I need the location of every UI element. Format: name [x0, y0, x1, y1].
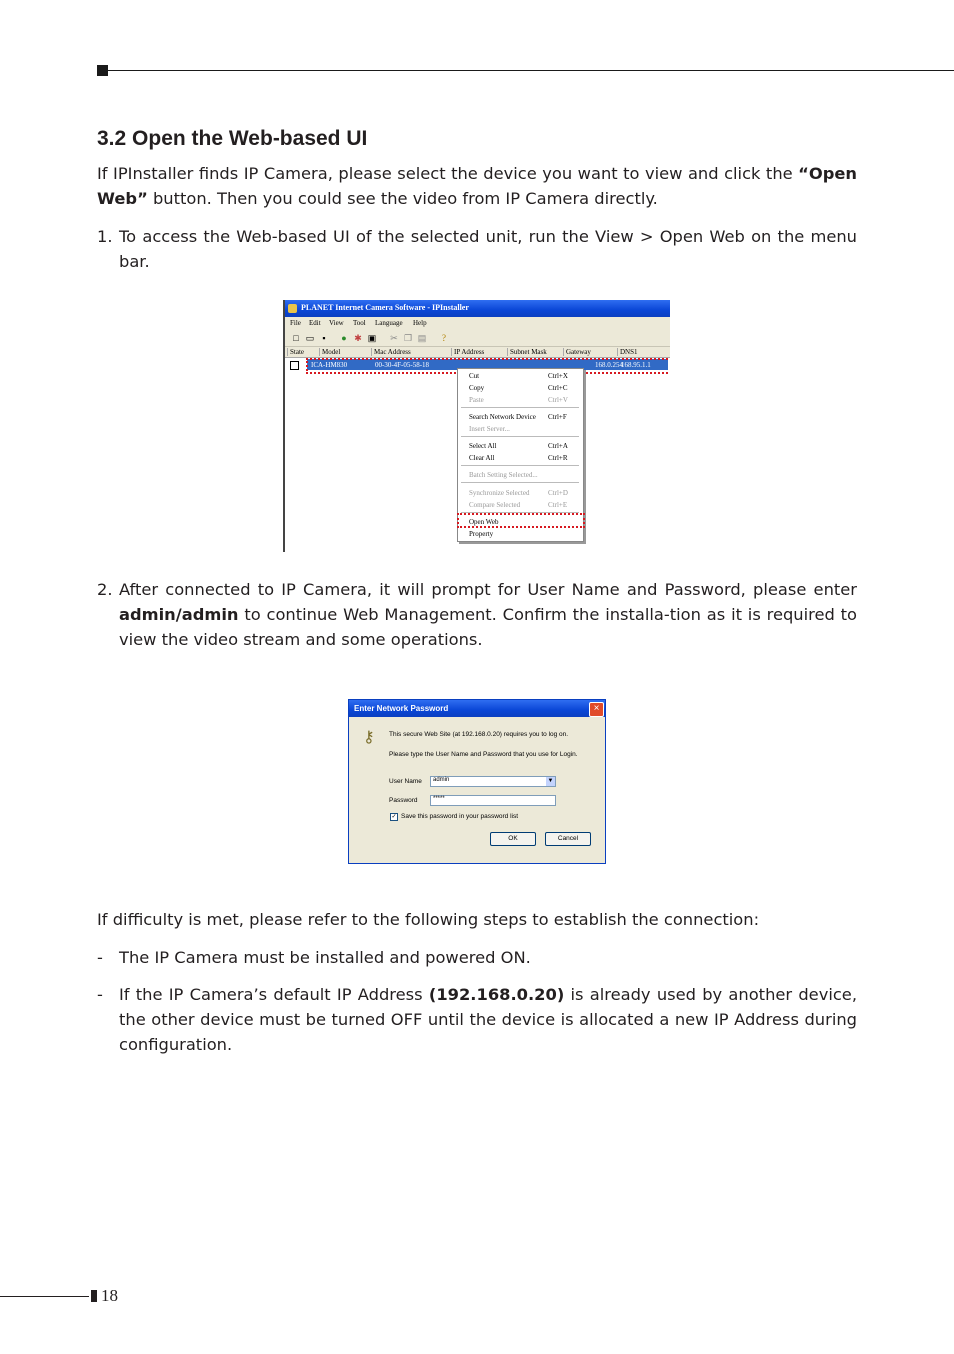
- save-password-label: Save this password in your password list: [401, 813, 519, 820]
- col-gateway[interactable]: Gateway: [563, 348, 591, 356]
- dialog-titlebar: [349, 700, 606, 717]
- save-password-checkbox[interactable]: ✓: [391, 814, 397, 820]
- menu-bar: [285, 317, 670, 330]
- ctx-paste-shortcut: Ctrl+V: [548, 396, 568, 404]
- dialog-instruction: Please type the User Name and Password that you use for Login.: [389, 751, 578, 758]
- col-state[interactable]: State: [287, 348, 304, 356]
- bullet-2: [97, 982, 857, 1057]
- section-heading: 3.2 Open the Web-based UI: [97, 127, 368, 150]
- row-checkbox[interactable]: [290, 361, 299, 370]
- ok-button[interactable]: OK: [490, 832, 536, 846]
- dialog-title: Enter Network Password: [354, 704, 449, 713]
- cell-gateway: 168.0.254: [595, 361, 623, 369]
- ipinstaller-screenshot: [283, 300, 670, 552]
- window-title: PLANET Internet Camera Software - IPInstaller: [301, 303, 469, 312]
- ctx-property[interactable]: Property: [469, 530, 494, 538]
- column-headers: [285, 347, 670, 358]
- ctx-copy-shortcut: Ctrl+C: [548, 384, 568, 392]
- ctx-compare-shortcut: Ctrl+E: [548, 501, 568, 509]
- menu-separator: [461, 407, 579, 408]
- settings-icon[interactable]: ✱: [354, 333, 362, 343]
- ctx-open-web[interactable]: Open Web: [469, 518, 499, 526]
- ctx-cut[interactable]: Cut: [469, 372, 480, 380]
- col-dns[interactable]: DNS1: [617, 348, 638, 356]
- paste-icon[interactable]: ▤: [417, 333, 427, 343]
- footer-marker: [91, 1290, 97, 1302]
- copy-icon[interactable]: ❐: [403, 333, 413, 343]
- ctx-batch-setting[interactable]: Batch Setting Selected...: [469, 471, 538, 479]
- open-web-emphasis: “Open Web”: [97, 164, 857, 208]
- ctx-search-network[interactable]: Search Network Device: [469, 413, 536, 421]
- close-icon[interactable]: ×: [589, 702, 604, 717]
- password-value: *****: [433, 796, 445, 802]
- cancel-button[interactable]: Cancel: [545, 832, 591, 846]
- step2-text: After connected to IP Camera, it will prompt for User Name and Password, please enter: [119, 580, 857, 599]
- footer-rule: [0, 1296, 89, 1297]
- col-ip[interactable]: IP Address: [451, 348, 484, 356]
- ctx-paste[interactable]: Paste: [469, 396, 484, 404]
- ctx-search-shortcut: Ctrl+F: [548, 413, 567, 421]
- cell-model: ICA-HM830: [311, 361, 348, 369]
- password-dialog-screenshot: [348, 699, 606, 864]
- step-number: 2.: [97, 580, 113, 599]
- ctx-copy[interactable]: Copy: [469, 384, 485, 392]
- refresh-icon[interactable]: ●: [341, 333, 347, 343]
- bullet-dash: -: [97, 985, 103, 1004]
- save-icon[interactable]: ▪: [322, 333, 326, 343]
- menu-help[interactable]: Help: [413, 319, 427, 327]
- chevron-down-icon[interactable]: ▼: [547, 778, 554, 784]
- bullet-text: [119, 982, 857, 1057]
- browser-icon[interactable]: ▣: [367, 333, 377, 343]
- ctx-clear-all[interactable]: Clear All: [469, 454, 495, 462]
- step-2: [97, 577, 857, 652]
- dialog-message: This secure Web Site (at 192.168.0.20) requires you to log on.: [389, 731, 569, 738]
- col-model[interactable]: Model: [319, 348, 340, 356]
- key-icon: ⚷: [363, 729, 375, 746]
- bullet2-text: If the IP Camera’s default IP Address: [119, 985, 429, 1004]
- ctx-synchronize[interactable]: Synchronize Selected: [469, 489, 530, 497]
- bullet-dash: -: [97, 948, 103, 967]
- difficulty-paragraph: If difficulty is met, please refer to the following steps to establish the connection:: [97, 910, 760, 929]
- help-icon[interactable]: ?: [442, 333, 446, 343]
- username-field[interactable]: [430, 776, 556, 787]
- bullet-1: [97, 945, 857, 970]
- menu-language[interactable]: Language: [375, 319, 403, 327]
- step-1: [97, 224, 857, 274]
- ctx-synchronize-shortcut: Ctrl+D: [548, 489, 568, 497]
- cell-mac: 00-30-4F-05-58-18: [375, 361, 430, 369]
- header-rule: [108, 70, 954, 71]
- intro-text-end: button. Then you could see the video from IP Camera directly.: [147, 189, 658, 208]
- password-label: Password: [389, 797, 418, 804]
- highlight-open-web: [457, 513, 585, 528]
- intro-text: If IPInstaller finds IP Camera, please select the device you want to view and click the: [97, 164, 799, 183]
- cell-dns: 168.95.1.1: [621, 361, 651, 369]
- step2-text-end: to continue Web Management. Confirm the installa-tion as it is required to view the video stream and some operations.: [119, 605, 857, 649]
- step-text: To access the Web-based UI of the selected unit, run the View > Open Web on the menu bar.: [119, 227, 857, 271]
- username-value: admin: [433, 777, 450, 783]
- username-label: User Name: [389, 778, 422, 785]
- app-icon: [288, 304, 297, 313]
- ip-address-emphasis: (192.168.0.20): [428, 985, 565, 1004]
- credentials-emphasis: admin/admin: [119, 605, 239, 624]
- ctx-select-all-shortcut: Ctrl+A: [548, 442, 568, 450]
- ctx-select-all[interactable]: Select All: [469, 442, 497, 450]
- bullet2-text-end: is already used by another device, the other device must be turned OFF until the device is allocated a new IP Address during configuration.: [119, 985, 857, 1054]
- toolbar: [285, 330, 670, 347]
- intro-paragraph: [97, 161, 857, 211]
- step-number: 1.: [97, 227, 113, 246]
- menu-view[interactable]: View: [329, 319, 344, 327]
- password-field[interactable]: [430, 795, 556, 806]
- bullet-text: The IP Camera must be installed and powered ON.: [119, 948, 531, 967]
- page-number: 18: [101, 1286, 118, 1305]
- col-mac[interactable]: Mac Address: [371, 348, 411, 356]
- menu-tool[interactable]: Tool: [353, 319, 366, 327]
- menu-separator: [461, 436, 579, 437]
- ctx-cut-shortcut: Ctrl+X: [548, 372, 568, 380]
- ctx-clear-all-shortcut: Ctrl+R: [548, 454, 568, 462]
- ctx-compare[interactable]: Compare Selected: [469, 501, 521, 509]
- window-titlebar: [285, 300, 670, 317]
- ctx-insert-server[interactable]: Insert Server...: [469, 425, 510, 433]
- open-folder-icon[interactable]: ▭: [305, 333, 315, 343]
- step-text: [119, 577, 857, 652]
- col-subnet[interactable]: Subnet Mask: [507, 348, 547, 356]
- header-square: [97, 65, 108, 76]
- menu-separator: [461, 465, 579, 466]
- menu-file[interactable]: File: [290, 319, 301, 327]
- menu-edit[interactable]: Edit: [309, 319, 321, 327]
- menu-separator: [461, 482, 579, 483]
- new-icon[interactable]: □: [293, 333, 299, 343]
- cut-icon[interactable]: ✂: [390, 333, 398, 343]
